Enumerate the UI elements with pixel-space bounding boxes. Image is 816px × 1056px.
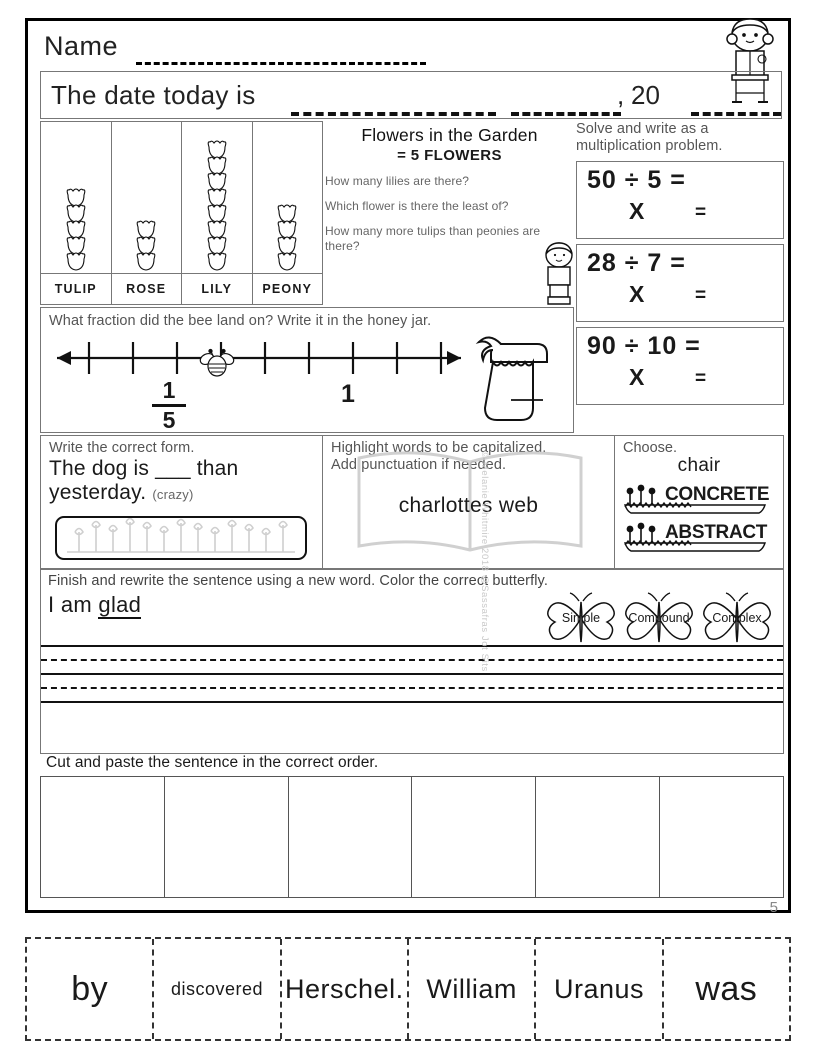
cut-paste-instruction: Cut and paste the sentence in the correct order.: [46, 754, 379, 771]
date-month-line[interactable]: [291, 112, 496, 116]
worksheet-sheet: [25, 18, 791, 916]
sentence-writing-section: [40, 569, 784, 754]
chart-key: = 5 FLOWERS: [397, 147, 502, 164]
multiplication-equals-2: =: [695, 284, 707, 306]
chart-question-3: How many more tulips than peonies are there?: [325, 224, 541, 253]
name-input-line[interactable]: [136, 62, 426, 65]
sentence-starter-plain: I am: [48, 592, 99, 617]
cut-paste-section: [40, 754, 784, 916]
butterfly-option-complex[interactable]: [699, 592, 775, 644]
number-line: [49, 334, 469, 382]
capitalization-instruction-2: Add punctuation if needed.: [331, 457, 507, 473]
tulip-icon: [65, 252, 87, 271]
word-strip-text: discovered: [170, 978, 264, 999]
pictograph-label-rose: ROSE: [112, 274, 183, 304]
page-number: 5: [769, 899, 778, 916]
pictograph-column-tulip: [41, 122, 112, 273]
tulip-icon: [135, 252, 157, 271]
multiplication-times-2: X: [629, 280, 645, 307]
pictograph-label-lily: LILY: [182, 274, 253, 304]
word-strip-text: Herschel.: [285, 973, 404, 1004]
division-problem-1[interactable]: [576, 161, 784, 239]
flower-garden-border-icon: [57, 518, 305, 558]
noun-choice-section: [615, 435, 784, 569]
cut-paste-cell-1[interactable]: [41, 777, 165, 897]
pictograph-label-tulip: TULIP: [41, 274, 112, 304]
date-comma: ,: [617, 80, 625, 110]
chart-title: Flowers in the Garden: [361, 125, 538, 145]
sentence-starter-word: glad: [98, 592, 142, 617]
word-strip-row: [25, 937, 791, 1041]
writing-line-solid-2: [41, 701, 783, 703]
handwriting-lines[interactable]: [41, 645, 783, 703]
pictograph-question-area: [325, 121, 574, 305]
pictograph-column-peony: [253, 122, 323, 273]
butterfly-label: Compound: [628, 611, 690, 625]
noun-option-label: CONCRETE: [665, 484, 770, 505]
word-strip-text: was: [695, 969, 758, 1008]
chart-question-2: Which flower is there the least of?: [325, 199, 509, 213]
sentence-writing-instruction: Finish and rewrite the sentence using a new word. Color the correct butterfly.: [48, 573, 548, 589]
tulip-icon: [206, 252, 228, 271]
date-row: [40, 71, 782, 119]
name-row: [40, 29, 782, 71]
word-strip-text: Uranus: [553, 973, 644, 1004]
cut-paste-cell-3[interactable]: [289, 777, 413, 897]
noun-choice-instruction: Choose.: [623, 440, 678, 456]
correct-form-sentence-text: The dog is ___ than yesterday.: [49, 457, 239, 504]
writing-line-dashed-2: [41, 687, 783, 689]
pictograph-column-rose: [112, 122, 183, 273]
division-instruction: Solve and write as a multiplication problem.: [576, 121, 723, 155]
cut-paste-cell-6[interactable]: [660, 777, 783, 897]
division-section: [576, 121, 784, 433]
butterfly-option-compound[interactable]: [621, 592, 697, 644]
multiplication-times-3: X: [629, 363, 645, 390]
word-strip-text: William: [426, 973, 517, 1004]
capitalization-instruction-1: Highlight words to be capitalized.: [331, 440, 547, 456]
word-strip-1[interactable]: [27, 939, 154, 1039]
multiplication-equals-1: =: [695, 201, 707, 223]
date-label: The date today is: [51, 80, 256, 110]
word-strip-2[interactable]: [154, 939, 281, 1039]
word-strip-6[interactable]: [664, 939, 789, 1039]
chart-question-1: How many lilies are there?: [325, 174, 469, 188]
noun-option-abstract[interactable]: [621, 521, 783, 555]
noun-option-concrete[interactable]: [621, 483, 783, 517]
division-expression-3: 90 ÷ 10 =: [587, 331, 701, 360]
numberline-section: [40, 307, 574, 433]
cut-paste-cell-4[interactable]: [412, 777, 536, 897]
word-strip-4[interactable]: [409, 939, 536, 1039]
correct-form-section: [40, 435, 323, 569]
grammar-row: [40, 435, 784, 569]
correct-form-answer-box[interactable]: [55, 516, 307, 560]
date-year-line[interactable]: [691, 112, 781, 116]
noun-option-label: ABSTRACT: [665, 522, 768, 543]
tulip-icon: [276, 252, 298, 271]
bee-icon: [199, 348, 235, 380]
name-label: Name: [44, 31, 119, 61]
fraction-label: [149, 377, 189, 433]
pictograph-label-peony: PEONY: [262, 282, 313, 296]
word-strip-5[interactable]: [536, 939, 663, 1039]
butterfly-label: Simple: [561, 611, 601, 625]
whole-number-label: 1: [341, 380, 355, 408]
butterfly-label: Complex: [712, 611, 762, 625]
date-year-prefix: 20: [631, 80, 660, 110]
correct-form-instruction: Write the correct form.: [49, 440, 195, 456]
division-problem-2[interactable]: [576, 244, 784, 322]
cut-paste-cell-5[interactable]: [536, 777, 660, 897]
writing-line-dashed-1: [41, 659, 783, 661]
capitalization-phrase[interactable]: charlottes web: [398, 494, 539, 517]
butterfly-option-simple[interactable]: [543, 592, 619, 644]
multiplication-equals-3: =: [695, 367, 707, 389]
date-day-line[interactable]: [511, 112, 621, 116]
division-expression-2: 28 ÷ 7 =: [587, 248, 686, 277]
honey-jar-icon: [471, 328, 567, 428]
word-strip-text: by: [71, 969, 109, 1008]
numberline-question: What fraction did the bee land on? Write it in the honey jar.: [49, 313, 432, 329]
correct-form-sentence: [41, 456, 322, 504]
fraction-denominator: 5: [162, 406, 176, 433]
correct-form-cue: (crazy): [152, 486, 194, 502]
division-problem-3[interactable]: [576, 327, 784, 405]
multiplication-times-1: X: [629, 197, 645, 224]
pictograph-column-lily: [182, 122, 253, 273]
capitalization-section: [323, 435, 615, 569]
fraction-numerator: 1: [162, 377, 176, 403]
noun-choice-word: chair: [677, 455, 721, 476]
division-expression-1: 50 ÷ 5 =: [587, 165, 686, 194]
copyright-notice: © Melanie Whitmire 2018 @Sassafras Jot Sits: [479, 451, 490, 672]
word-strip-3[interactable]: [282, 939, 409, 1039]
cut-paste-cell-2[interactable]: [165, 777, 289, 897]
pictograph-chart: [40, 121, 323, 305]
